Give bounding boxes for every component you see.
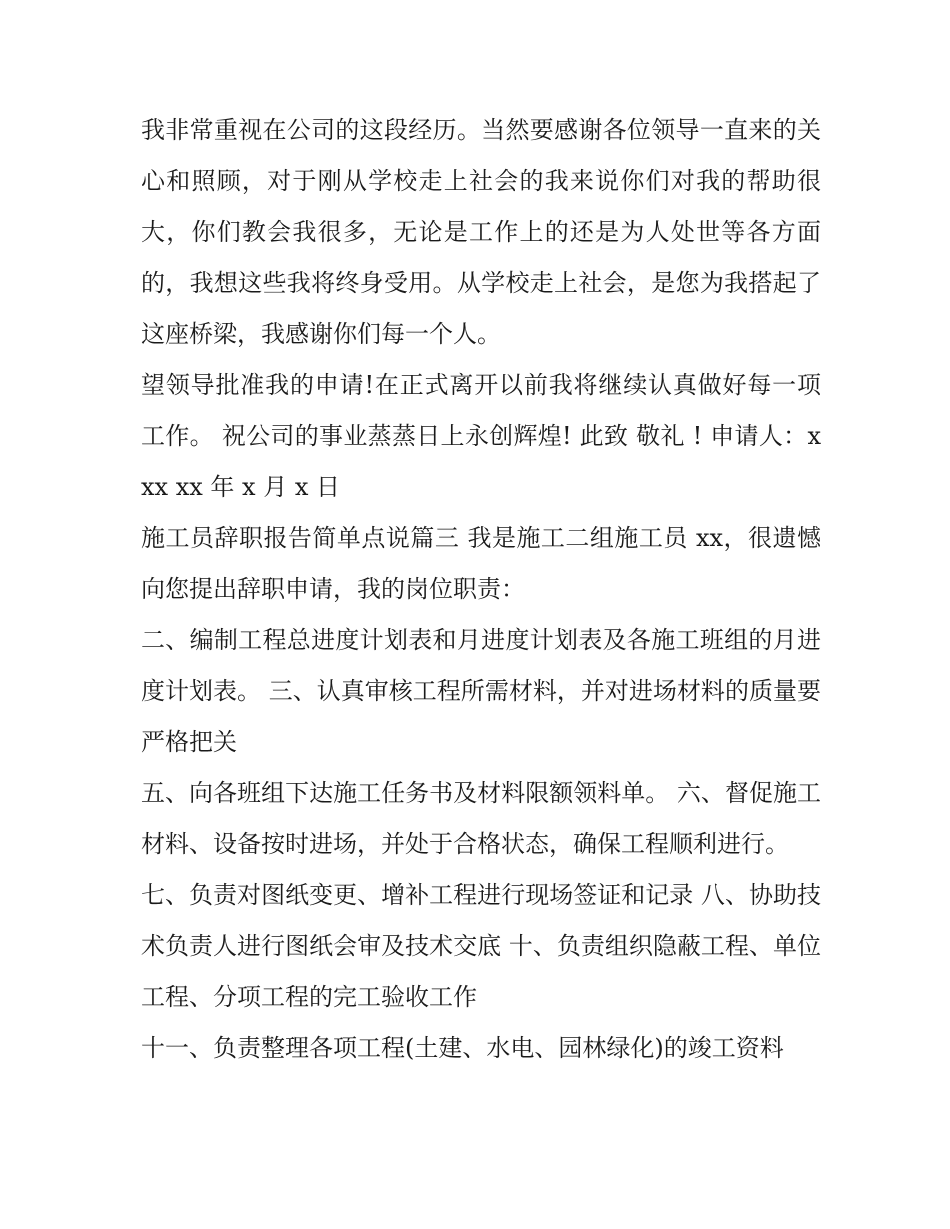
paragraph-closing: 望领导批准我的申请!在正式离开以前我将继续认真做好每一项工作。 祝公司的事业蒸蒸日上永创辉煌! 此致 敬礼 ! 申请人：xxx xx 年 x 月 x 日: [141, 371, 821, 501]
document-body: [141, 105, 821, 1074]
paragraph-intro: 施工员辞职报告简单点说篇三 我是施工二组施工员 xx，很遗憾向您提出辞职申请，我的岗位职责：: [141, 524, 821, 603]
paragraph-duties-5-6: 五、向各班组下达施工任务书及材料限额领料单。 六、督促施工材料、设备按时进场，并处于合格状态，确保工程顺利进行。: [141, 779, 821, 858]
paragraph-duties-2-3: 二、编制工程总进度计划表和月进度计划表及各施工班组的月进度计划表。 三、认真审核工程所需材料，并对进场材料的质量要严格把关: [141, 626, 821, 756]
paragraph-duties-7-10: 七、负责对图纸变更、增补工程进行现场签证和记录 八、协助技术负责人进行图纸会审及技术交底 十、负责组织隐蔽工程、单位工程、分项工程的完工验收工作: [141, 881, 821, 1011]
paragraph-duties-11: 十一、负责整理各项工程(土建、水电、园林绿化)的竣工资料: [141, 1034, 784, 1062]
paragraph-gratitude: 我非常重视在公司的这段经历。当然要感谢各位领导一直来的关心和照顾，对于刚从学校走上社会的我来说你们对我的帮助很大，你们教会我很多，无论是工作上的还是为人处世等各方面的，我想这些我将终身受用。从学校走上社会，是您为我搭起了这座桥梁，我感谢你们每一个人。: [141, 116, 821, 348]
